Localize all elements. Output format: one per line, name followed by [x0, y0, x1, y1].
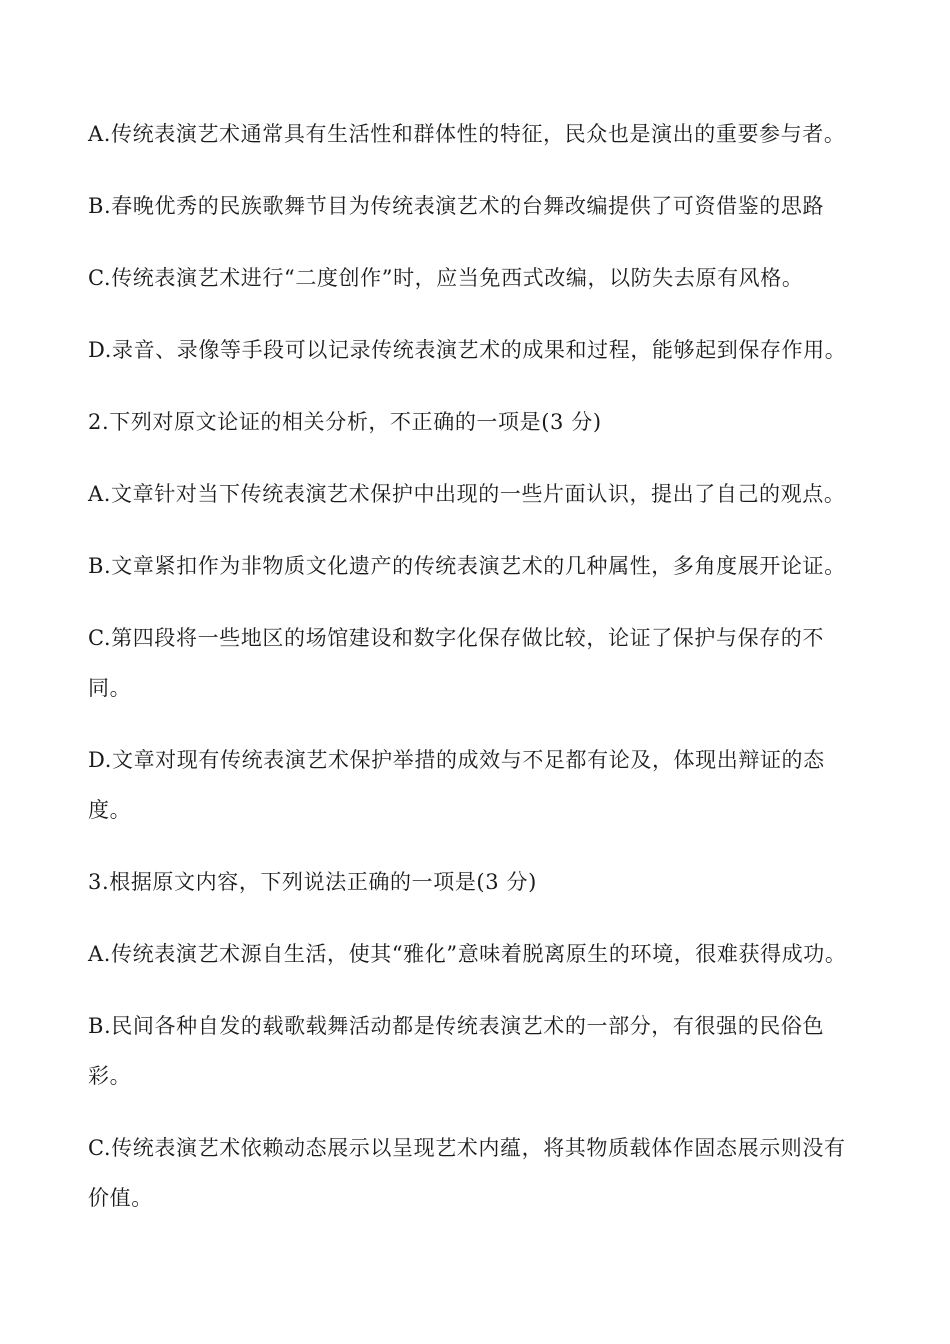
- option-1c: C.传统表演艺术进行“二度创作”时，应当免西式改编，以防失去原有风格。: [88, 266, 804, 290]
- option-3b-continued: 彩。: [88, 1064, 132, 1088]
- question-3: 3.根据原文内容，下列说法正确的一项是(3 分): [88, 870, 537, 894]
- option-1b: B.春晚优秀的民族歌舞节目为传统表演艺术的台舞改编提供了可资借鉴的思路: [88, 194, 825, 218]
- option-2d-continued: 度。: [88, 798, 132, 822]
- option-2c: C.第四段将一些地区的场馆建设和数字化保存做比较，论证了保护与保存的不: [88, 626, 824, 650]
- option-2b: B.文章紧扣作为非物质文化遗产的传统表演艺术的几种属性，多角度展开论证。: [88, 554, 846, 578]
- option-1d: D.录音、录像等手段可以记录传统表演艺术的成果和过程，能够起到保存作用。: [88, 338, 847, 362]
- option-2c-continued: 同。: [88, 676, 132, 700]
- option-3b: B.民间各种自发的载歌载舞活动都是传统表演艺术的一部分，有很强的民俗色: [88, 1014, 825, 1038]
- option-3c: C.传统表演艺术依赖动态展示以呈现艺术内蕴，将其物质载体作固态展示则没有: [88, 1136, 846, 1160]
- option-3a: A.传统表演艺术源自生活，使其“雅化”意味着脱离原生的环境，很难获得成功。: [88, 942, 847, 966]
- option-2d: D.文章对现有传统表演艺术保护举措的成效与不足都有论及，体现出辩证的态: [88, 748, 825, 772]
- option-2a: A.文章针对当下传统表演艺术保护中出现的一些片面认识，提出了自己的观点。: [88, 482, 846, 506]
- question-2: 2.下列对原文论证的相关分析，不正确的一项是(3 分): [88, 410, 602, 434]
- option-3c-continued: 价值。: [88, 1186, 153, 1210]
- option-1a: A.传统表演艺术通常具有生活性和群体性的特征，民众也是演出的重要参与者。: [88, 122, 846, 146]
